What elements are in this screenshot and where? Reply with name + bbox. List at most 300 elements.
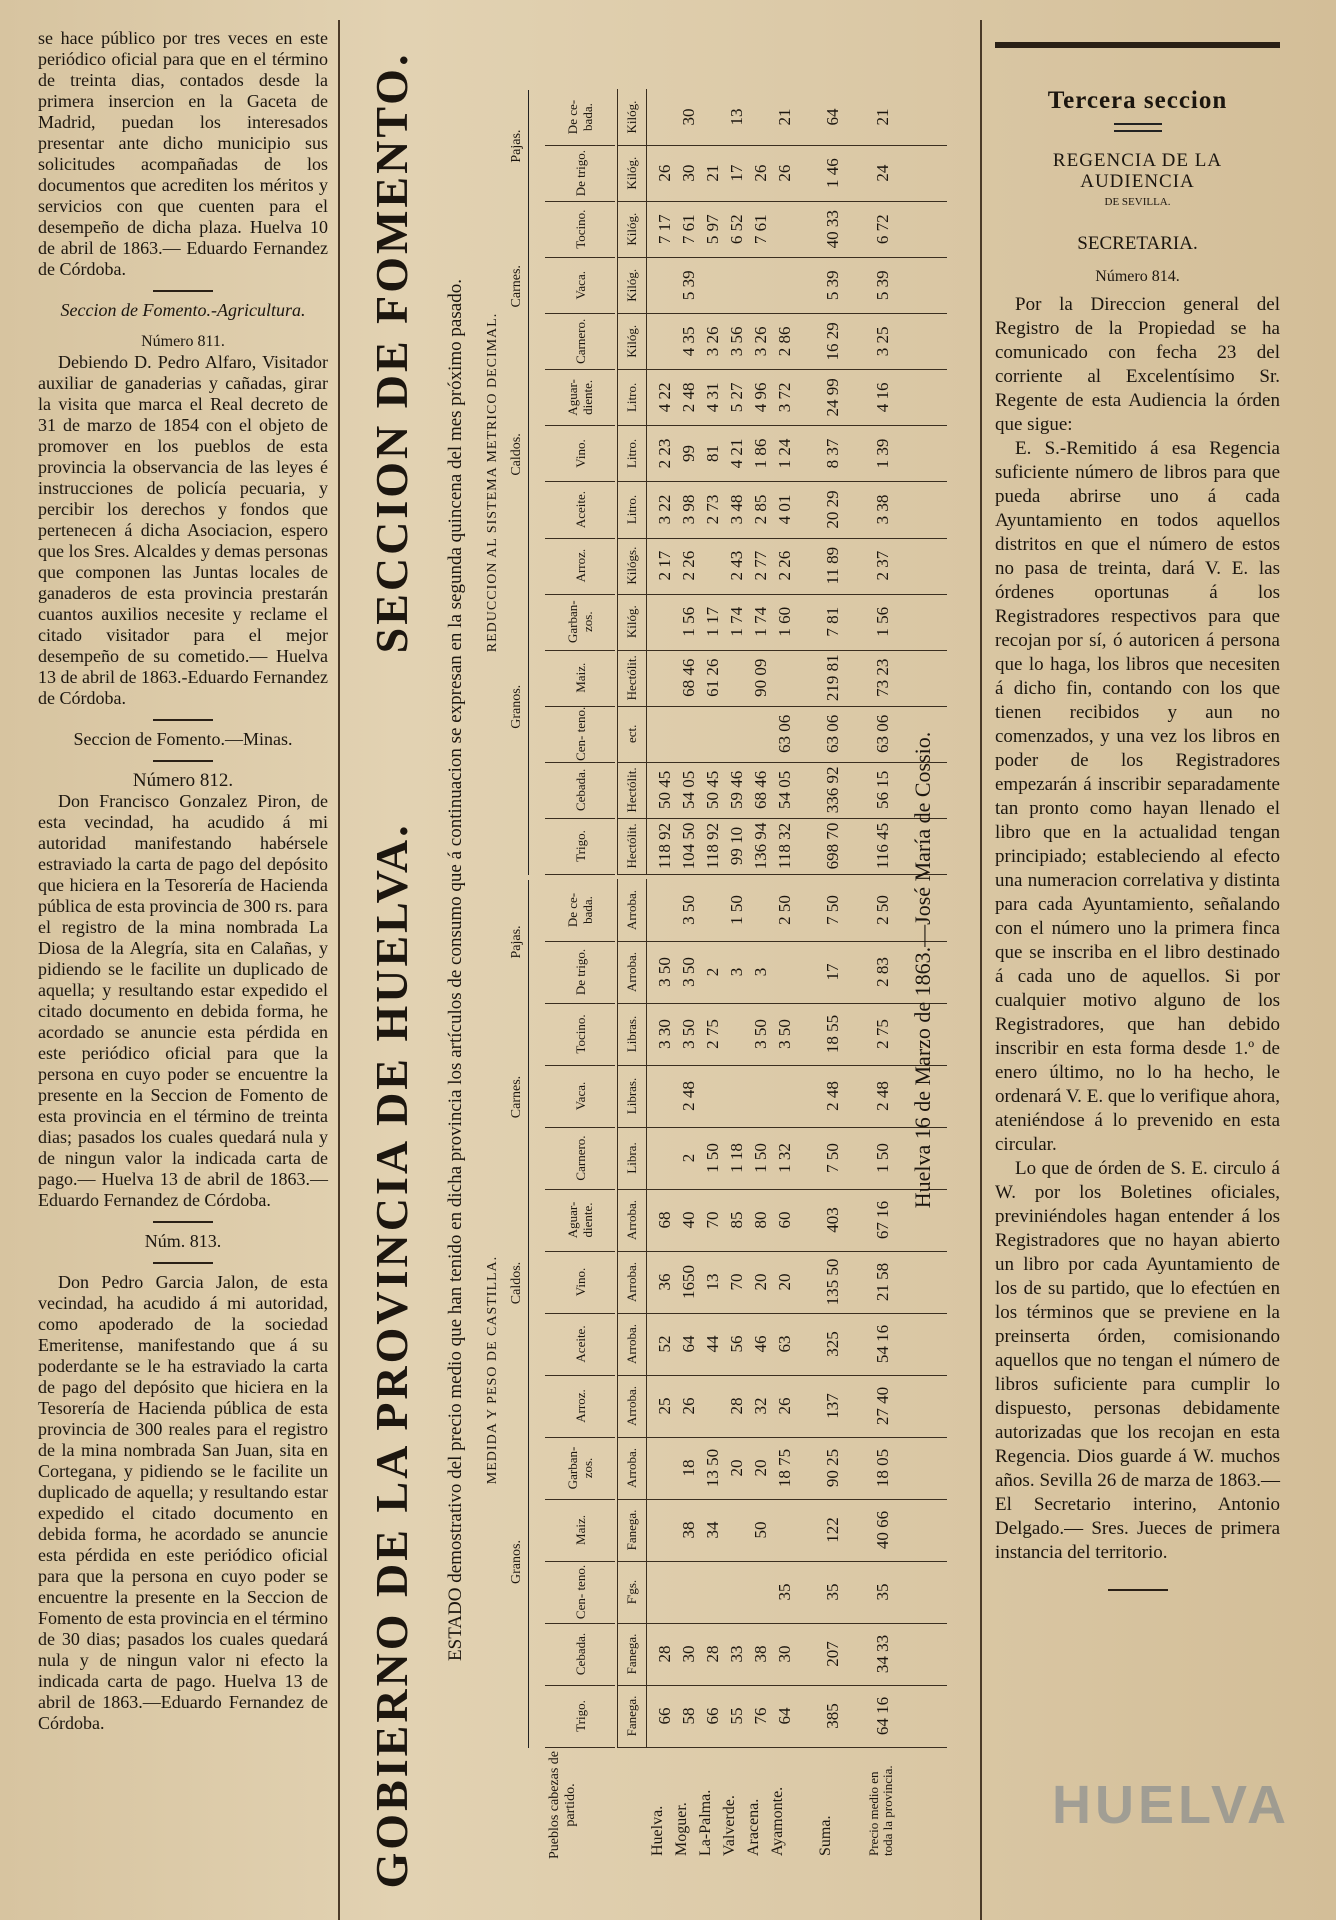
price-cell — [655, 1437, 675, 1499]
average-cell: 2 83 — [873, 957, 892, 987]
column-group-header — [509, 202, 535, 370]
sum-cell: 11 89 — [823, 546, 842, 585]
price-cell — [775, 257, 795, 313]
price-cell — [703, 706, 723, 762]
price-cell: 28 — [703, 1645, 722, 1663]
average-cell: 1 39 — [873, 438, 892, 469]
price-cell: 2 50 — [775, 895, 794, 925]
price-cell — [751, 706, 771, 762]
price-cell — [751, 1065, 771, 1127]
price-cell: 1 74 — [751, 606, 770, 637]
data-column — [647, 1127, 947, 1190]
price-cell: 7 17 — [655, 214, 674, 245]
price-cell: 3 48 — [727, 494, 746, 525]
average-cell: 35 — [873, 1583, 892, 1601]
sum-cell: 16 29 — [823, 322, 842, 361]
average-cell: 73 23 — [873, 658, 892, 697]
price-cell: 1 50 — [727, 895, 746, 925]
price-cell: 3 30 — [655, 1019, 674, 1049]
price-cell: 118 92 — [655, 822, 674, 870]
price-cell: 3 50 — [679, 957, 698, 987]
average-cell: 21 — [873, 108, 892, 126]
price-cell: 1 60 — [775, 606, 794, 637]
price-cell: 61 26 — [703, 658, 722, 697]
price-cell — [655, 89, 675, 145]
price-cell — [727, 257, 747, 313]
price-cell: 30 — [679, 1645, 698, 1663]
price-cell: 64 — [679, 1335, 698, 1353]
sum-cell: 403 — [823, 1207, 842, 1233]
sum-cell: 90 25 — [823, 1448, 842, 1488]
average-cell: 64 16 — [873, 1696, 892, 1736]
sum-cell: 35 — [823, 1583, 842, 1601]
castilla-measures-table — [485, 880, 955, 1860]
price-cell: 58 — [679, 1707, 698, 1725]
price-cell — [727, 706, 747, 762]
price-cell: 2 — [679, 1153, 698, 1163]
average-cell: 63 06 — [873, 714, 892, 753]
rotated-content — [345, 40, 975, 1900]
price-cell: 1 50 — [703, 1143, 722, 1173]
sum-label: Suma. — [817, 1815, 834, 1856]
column-header: Garban- zos. — [545, 1437, 615, 1500]
price-cell — [751, 89, 771, 145]
column-group-header — [509, 370, 535, 538]
price-cell: 63 — [775, 1335, 794, 1353]
column-group-header — [509, 1376, 535, 1748]
sum-cell: 20 29 — [823, 490, 842, 529]
price-cell — [727, 1003, 747, 1065]
price-cell: 3 26 — [703, 326, 722, 357]
data-column — [647, 818, 947, 875]
price-cell — [655, 1561, 675, 1623]
column-header: Garban- zos. — [545, 594, 615, 651]
data-column — [647, 1313, 947, 1376]
price-cell — [655, 650, 675, 706]
data-column — [647, 1685, 947, 1748]
sum-cell: 7 50 — [823, 895, 842, 925]
price-cell: 3 50 — [775, 1019, 794, 1049]
column-header: Vaca. — [545, 1065, 615, 1128]
sum-cell: 40 33 — [823, 210, 842, 249]
unit-header: Arroba. — [617, 1189, 647, 1252]
notice-number-812: Número 812. — [132, 770, 234, 791]
data-column — [647, 1437, 947, 1500]
unit-header: Arroba. — [617, 1375, 647, 1438]
price-cell: 2 77 — [751, 550, 770, 581]
price-cell: 30 — [775, 1645, 794, 1663]
price-cell: 2 85 — [751, 494, 770, 525]
data-column — [647, 482, 947, 539]
column-group-header — [509, 1190, 535, 1376]
price-cell — [727, 1499, 747, 1561]
price-cell: 28 — [655, 1645, 674, 1663]
price-cell: 136 94 — [751, 822, 770, 870]
price-cell — [655, 1499, 675, 1561]
price-cell: 2 86 — [775, 326, 794, 357]
sum-cell: 122 — [823, 1517, 842, 1543]
sevilla-heading: DE SEVILLA. — [1104, 196, 1171, 208]
price-cell — [727, 1065, 747, 1127]
unit-header: Kilóg. — [617, 313, 647, 370]
price-cell: 3 50 — [679, 895, 698, 925]
average-cell: 67 16 — [873, 1200, 892, 1240]
price-cell: 2 26 — [775, 550, 794, 581]
price-cell: 1 56 — [679, 606, 698, 637]
price-cell — [751, 879, 771, 941]
sum-cell: 1 46 — [823, 158, 842, 188]
price-cell: 21 — [775, 108, 794, 126]
price-cell: 66 — [655, 1707, 674, 1725]
data-column — [647, 594, 947, 651]
notice-813-text: Don Pedro Garcia Jalon, de esta vecindad, ha acudido á mi autoridad, como apoderado de la sociedad Emeritense, manifestando que á su poderdante se le ha estraviado la carta de pago del depósito que hiciera en la Tesorería de Hacienda pública de esta provincia de 300 reales para el registro de la mina nombrada San Juan, sita en Cortegana, y pidiendo se le facilite un duplicado de aquella; y resultando estar expedido el citado documento en debida forma, he acordado se anuncie esta pérdida en este periódico oficial para que la persona en cuyo poder se encuentre la presente en la Seccion de Fomento de esta provincia en el término de 30 dias; pasados los cuales quedará nula y de ningun valor ni efecto la indicada carta de pago. Huelva 13 de abril de 1863.—Eduardo Fernandez de Córdoba. — [38, 1272, 328, 1733]
price-cell — [655, 1065, 675, 1127]
average-cell: 1 56 — [873, 606, 892, 637]
data-column — [647, 89, 947, 146]
price-cell: 3 26 — [751, 326, 770, 357]
price-cell — [703, 257, 723, 313]
price-cell: 5 39 — [679, 270, 698, 301]
double-rule — [1114, 123, 1162, 132]
price-cell: 3 — [751, 967, 770, 977]
right-column — [995, 28, 1280, 1599]
price-cell: 4 31 — [703, 382, 722, 413]
price-cell: 2 48 — [679, 1081, 698, 1111]
price-cell: 21 — [703, 164, 722, 182]
price-cell: 68 46 — [679, 658, 698, 697]
notice-814-closing: Lo que de órden de S. E. circulo á W. por los Boletines oficiales, previniéndoles hagan entender á los Registradores que no hayan abierto un libro por cada Ayuntamiento de los de su partido, que lo efectúen en los términos que se previene en la preinserta órden, comisionando aquellos que no tengan el número de libros suficiente para cumplir lo dispuesto, personas debidamente autorizadas que los recojan en esta Regencia. Dios guarde á W. muchos años. Sevilla 26 de marza de 1863.—El Secretario interino, Antonio Delgado.— Sres. Jueces de primera instancia del territorio. — [995, 1158, 1280, 1563]
price-cell: 1 24 — [775, 438, 794, 469]
section-heading-mines: Seccion de Fomento.—Minas. — [73, 729, 293, 749]
price-cell: 63 06 — [775, 714, 794, 753]
price-cell: 1 74 — [727, 606, 746, 637]
divider — [153, 1221, 213, 1223]
group-label: Granos. — [509, 684, 524, 729]
column-header: Carnero. — [545, 313, 615, 370]
column-header: Aguar- diente. — [545, 1189, 615, 1252]
group-brace — [528, 880, 535, 1004]
price-table — [485, 90, 955, 1860]
column-header: De trigo. — [545, 941, 615, 1004]
column-header: Maiz. — [545, 1499, 615, 1562]
notice-814-order: E. S.-Remitido á esa Regencia suficiente número de libros para que pueda abrirse uno á cada Ayuntamiento en todos aquellos distritos en que el número de estos no pasa de treinta, dará V. E. las órdenes oportunas á los Registradores respectivos para que recojan por sí, ó autoricen á persona que lo haga, los libros que necesiten á dicho fin, contando con los que tienen recibidos y aun no comenzados, y una vez los libros en poder de los Registradores empezarán á inscribir separadamente tan pronto como hayan llenado el libro que en la actualidad tengan principiado; estableciendo al efecto una numeracion correlativa y distinta para cada Ayuntamiento, señalando con el número uno la primera finca que se inscriba en el libro destinado á cada uno de aquellos. Si por cualquier motivo alguno de los Registradores, que han debido inscribir en esta forma desde 1.º de enero último, no lo ha hecho, le ordenará V. E. que lo verifique ahora, ateniéndose á lo prevenido en esta circular. — [995, 438, 1280, 1155]
price-cell: 26 — [775, 164, 794, 182]
price-cell: 34 — [703, 1521, 722, 1539]
data-column — [647, 1499, 947, 1562]
unit-header: Hectólit. — [617, 762, 647, 819]
group-label: Caldos. — [509, 1261, 524, 1305]
price-cell — [775, 1499, 795, 1561]
price-cell: 33 — [727, 1645, 746, 1663]
price-cell: 4 96 — [751, 382, 770, 413]
average-cell: 2 75 — [873, 1019, 892, 1049]
average-cell: 5 39 — [873, 270, 892, 301]
price-cell: 2 43 — [727, 550, 746, 581]
price-cell: 50 45 — [655, 770, 674, 810]
price-cell: 46 — [751, 1335, 770, 1353]
price-cell: 7 61 — [679, 214, 698, 245]
price-cell: 1 86 — [751, 438, 770, 469]
metric-title: REDUCCION AL SISTEMA METRICO DECIMAL. — [485, 312, 500, 653]
unit-header: Libras. — [617, 1003, 647, 1066]
unit-header: Kilóg. — [617, 145, 647, 202]
data-column — [647, 650, 947, 707]
price-cell: 20 — [751, 1459, 770, 1477]
price-cell — [727, 650, 747, 706]
data-column — [647, 1189, 947, 1252]
divider — [153, 290, 213, 292]
data-column — [647, 201, 947, 258]
price-cell — [751, 257, 771, 313]
column-header: Cebada. — [545, 1623, 615, 1686]
divider — [1108, 1589, 1168, 1591]
price-cell: 26 — [679, 1397, 698, 1415]
unit-header: Fanega. — [617, 1499, 647, 1562]
average-cell: 6 72 — [873, 214, 892, 245]
price-cell: 38 — [751, 1645, 770, 1663]
price-cell: 56 — [727, 1335, 746, 1353]
data-column — [647, 1623, 947, 1686]
price-cell: 76 — [751, 1707, 770, 1725]
data-column — [647, 313, 947, 370]
data-column — [647, 369, 947, 426]
price-cell: 2 17 — [655, 550, 674, 581]
sum-cell: 2 48 — [823, 1081, 842, 1111]
price-cell: 52 — [655, 1335, 674, 1353]
rotated-price-table-region — [345, 40, 975, 1900]
town-name: Moguer. — [673, 1802, 690, 1856]
price-cell: 54 05 — [775, 770, 794, 810]
notice-812-text: Don Francisco Gonzalez Piron, de esta vecindad, ha acudido á mi autoridad manifestando habérsele estraviado la carta de pago del depósito que hiciera en la Tesorería de Hacienda pública de esta provincia de 300 rs. para el registro de la mina nombrada La Diosa de la Alegría, sita en Calañas, y pidiendo se le facilite un duplicado de aquella; y resultando estar expedido el citado documento en debida forma, he acordado se anuncie esta pérdida en este periódico oficial para que la persona en cuyo poder se encuentre la presente en la Seccion de Fomento de esta provincia en el término de treinta dias; pasados los cuales quedará nula y de ningun valor la indicada carta de pago.— Huelva 13 de abril de 1863.— Eduardo Fernandez de Córdoba. — [38, 791, 328, 1210]
unit-header: Kilóg. — [617, 201, 647, 258]
average-cell: 27 40 — [873, 1386, 892, 1426]
notice-814-intro: Por la Direccion general del Registro de la Propiedad se ha comunicado con fecha 23 del corriente al Excelentísimo Sr. Regente de esta Audiencia la órden que sigue: — [995, 294, 1280, 435]
sum-cell: 5 39 — [823, 270, 842, 301]
sum-cell: 7 50 — [823, 1143, 842, 1173]
column-header: Trigo. — [545, 818, 615, 875]
average-cell: 40 66 — [873, 1510, 892, 1550]
castilla-title: MEDIDA Y PESO DE CASTILLA. — [485, 1255, 500, 1485]
price-cell: 1 50 — [751, 1143, 770, 1173]
town-name: Ayamonte. — [769, 1786, 786, 1856]
unit-header: Hectólit. — [617, 818, 647, 875]
price-cell: 99 — [679, 444, 698, 462]
column-rule — [338, 20, 340, 1920]
price-cell: 3 72 — [775, 382, 794, 413]
data-column — [647, 879, 947, 942]
price-cell — [679, 1561, 699, 1623]
price-cell: 20 — [727, 1459, 746, 1477]
regencia-heading: REGENCIA DE LA AUDIENCIA — [1052, 150, 1223, 192]
price-cell — [703, 538, 723, 594]
unit-header: Litro. — [617, 482, 647, 539]
notice-number-813: Núm. 813. — [144, 1231, 222, 1251]
left-column — [38, 28, 328, 1734]
price-cell: 7 61 — [751, 214, 770, 245]
data-column — [647, 1561, 947, 1624]
price-cell — [655, 313, 675, 369]
unit-header: Kilóg. — [617, 257, 647, 314]
sum-cell: 18 55 — [823, 1014, 842, 1054]
section-title: SECCION DE FOMENTO. — [366, 51, 417, 654]
average-label: Precio medio en toda la provincia. — [866, 1765, 895, 1856]
price-cell — [703, 1561, 723, 1623]
price-cell: 118 92 — [703, 822, 722, 870]
notice-number-811: Número 811. — [141, 333, 225, 350]
column-header: Aguar- diente. — [545, 369, 615, 426]
unit-header: Arroba. — [617, 879, 647, 942]
price-cell: 118 32 — [775, 822, 794, 870]
unit-header: Kilóg. — [617, 594, 647, 651]
price-cell: 4 21 — [727, 438, 746, 469]
divider — [153, 719, 213, 721]
unit-header: ect. — [617, 706, 647, 763]
price-cell: 85 — [727, 1211, 746, 1229]
archive-stamp — [1041, 1730, 1301, 1880]
data-column — [647, 706, 947, 763]
sum-cell: 137 — [823, 1393, 842, 1419]
unit-header: Arroba. — [617, 1437, 647, 1500]
price-cell — [703, 89, 723, 145]
column-header: De ce- bada. — [545, 89, 615, 146]
sum-cell: 17 — [823, 963, 842, 981]
price-cell: 1 18 — [727, 1143, 746, 1173]
column-header: De ce- bada. — [545, 879, 615, 942]
data-column — [647, 257, 947, 314]
column-header: Cen- teno. — [545, 706, 615, 763]
sum-cell: 385 — [823, 1703, 842, 1729]
average-cell: 3 38 — [873, 494, 892, 525]
group-label: Pajas. — [509, 925, 524, 959]
price-cell: 2 26 — [679, 550, 698, 581]
price-cell: 44 — [703, 1335, 722, 1353]
average-cell: 21 58 — [873, 1262, 892, 1302]
section-heading: Tercera seccion — [1047, 87, 1228, 114]
price-cell: 26 — [655, 164, 674, 182]
column-header: Trigo. — [545, 1685, 615, 1748]
price-cell — [679, 706, 699, 762]
price-cell — [703, 1375, 723, 1437]
price-cell: 4 22 — [655, 382, 674, 413]
price-cell: 99 10 — [727, 826, 746, 866]
price-cell: 3 98 — [679, 494, 698, 525]
price-cell: 64 — [775, 1707, 794, 1725]
unit-header: Arroba. — [617, 1251, 647, 1314]
price-cell — [775, 201, 795, 257]
table-title — [365, 40, 425, 1900]
price-cell: 17 — [727, 164, 746, 182]
average-cell: 116 45 — [873, 822, 892, 870]
average-cell: 3 25 — [873, 326, 892, 357]
price-cell: 5 27 — [727, 382, 746, 413]
price-cell — [775, 650, 795, 706]
column-header: Aceite. — [545, 482, 615, 539]
column-header: Cen- teno. — [545, 1561, 615, 1624]
price-cell: 3 50 — [655, 957, 674, 987]
price-cell: 1 17 — [703, 606, 722, 637]
price-cell: 59 46 — [727, 770, 746, 810]
unit-header: Kilógs. — [617, 538, 647, 595]
price-cell: 32 — [751, 1397, 770, 1415]
group-brace — [528, 90, 535, 202]
unit-header: Kilóg. — [617, 89, 647, 146]
average-cell: 1 50 — [873, 1143, 892, 1173]
price-cell: 20 — [751, 1273, 770, 1291]
column-group-header — [509, 880, 535, 1004]
column-header: Tocino. — [545, 201, 615, 258]
unit-header: Libras. — [617, 1065, 647, 1128]
price-cell: 80 — [751, 1211, 770, 1229]
price-cell: 3 50 — [751, 1019, 770, 1049]
average-cell: 18 05 — [873, 1448, 892, 1488]
price-cell: 5 97 — [703, 214, 722, 245]
price-cell: 90 09 — [751, 658, 770, 697]
column-header: Maiz. — [545, 650, 615, 707]
town-name: La-Palma. — [697, 1789, 714, 1856]
column-group-header — [509, 539, 535, 875]
column-header: Arroz. — [545, 538, 615, 595]
price-cell: 26 — [775, 1397, 794, 1415]
unit-header: Litro. — [617, 425, 647, 482]
group-label: Caldos. — [509, 433, 524, 476]
group-label: Pajas. — [509, 129, 524, 163]
divider — [153, 760, 213, 762]
unit-header: Fanega. — [617, 1685, 647, 1748]
average-cell: 54 16 — [873, 1324, 892, 1364]
price-cell: 4 01 — [775, 494, 794, 525]
price-cell — [655, 257, 675, 313]
stamp-text: HUELVA — [1052, 1775, 1290, 1835]
average-cell: 34 33 — [873, 1634, 892, 1674]
section-heading-agriculture: Seccion de Fomento.-Agricultura. — [60, 300, 306, 320]
price-cell: 3 50 — [679, 1019, 698, 1049]
price-cell: 50 45 — [703, 770, 722, 810]
unit-header: F'gs. — [617, 1561, 647, 1624]
price-cell — [775, 1065, 795, 1127]
sum-cell: 336 92 — [823, 766, 842, 814]
price-cell: 70 — [727, 1273, 746, 1291]
column-header: Cebada. — [545, 762, 615, 819]
price-cell — [775, 941, 795, 1003]
price-cell: 13 — [727, 108, 746, 126]
sum-cell: 325 — [823, 1331, 842, 1357]
price-cell — [751, 1561, 771, 1623]
price-cell: 2 48 — [679, 382, 698, 413]
sum-cell: 135 50 — [823, 1258, 842, 1306]
price-cell: 1650 — [679, 1265, 698, 1299]
sum-cell: 64 — [823, 108, 842, 126]
column-group-header — [509, 90, 535, 202]
unit-header: Fanega. — [617, 1623, 647, 1686]
column-header: Vino. — [545, 425, 615, 482]
sum-cell: 24 99 — [823, 378, 842, 417]
data-column — [647, 1251, 947, 1314]
price-cell: 66 — [703, 1707, 722, 1725]
notice-paragraph: se hace público por tres veces en este periódico oficial para que en el término de treinta dias, contados desde la primera insercion en la Gaceta de Madrid, puedan los interesados presentar ante dicho municipio sus solicitudes acompañadas de los documentos que acrediten los méritos y servicios con que cuenten para el desempeño de dicha plaza. Huelva 10 de abril de 1863.— Eduardo Fernandez de Córdoba. — [38, 28, 328, 279]
data-column — [647, 145, 947, 202]
price-cell: 30 — [679, 164, 698, 182]
group-brace — [528, 1004, 535, 1190]
unit-header: Hectólit. — [617, 650, 647, 707]
price-cell: 55 — [727, 1707, 746, 1725]
column-header: De trigo. — [545, 145, 615, 202]
price-cell: 36 — [655, 1273, 674, 1291]
data-column — [647, 1065, 947, 1128]
group-brace — [528, 1190, 535, 1376]
price-cell: 4 35 — [679, 326, 698, 357]
price-cell: 38 — [679, 1521, 698, 1539]
price-cell — [703, 879, 723, 941]
